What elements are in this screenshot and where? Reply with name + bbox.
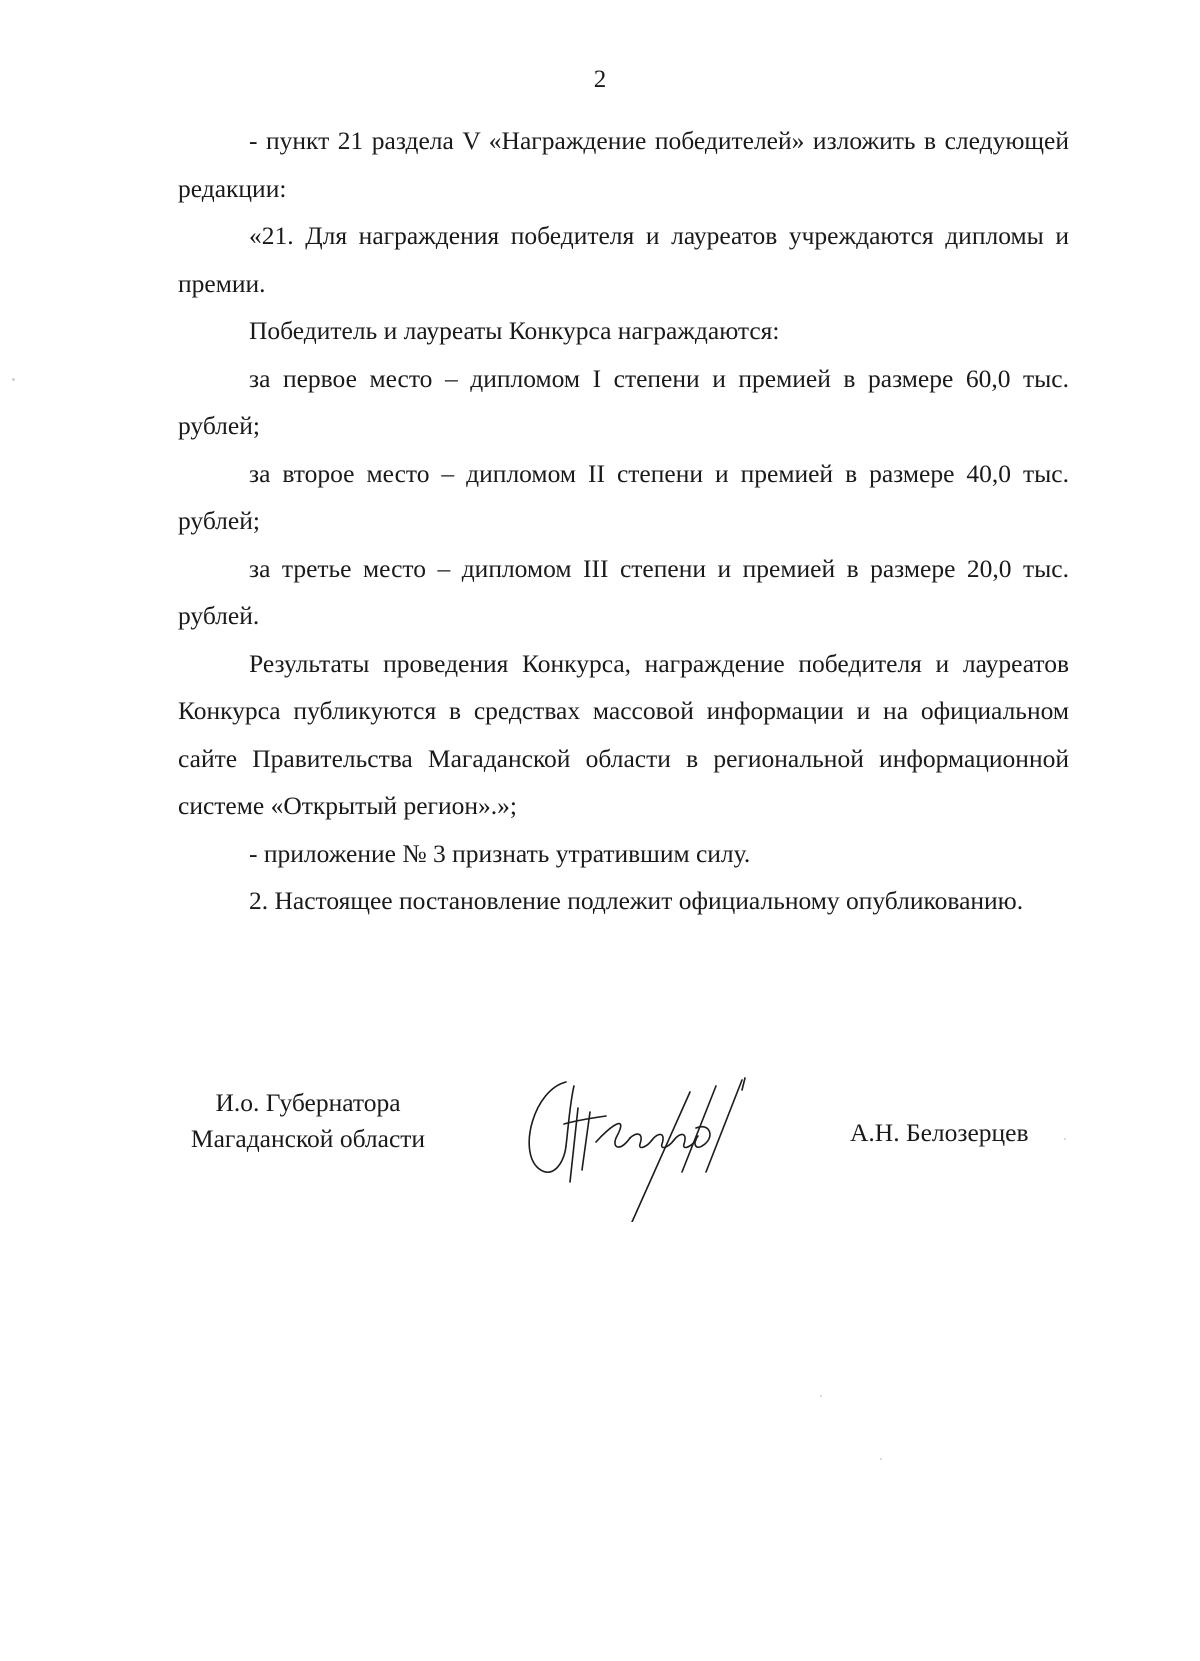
paragraph-second-place: за второе место – дипломом II степени и премией в размере 40,0 тыс. рублей; <box>178 458 1069 535</box>
paragraph-third-place: за третье место – дипломом III степени и премией в размере 20,0 тыс. рублей. <box>178 553 1069 630</box>
signatory-position-line2: Магаданской области <box>190 1124 426 1153</box>
page-number: 2 <box>593 66 607 93</box>
paragraph-first-place: за первое место – дипломом I степени и премией в размере 60,0 тыс. рублей; <box>178 363 1069 440</box>
signatory-position-line1: И.о. Губернатора <box>215 1088 401 1117</box>
paragraph-amendment-intro: - пункт 21 раздела V «Награждение победителей» изложить в следующей редакции: <box>178 126 1069 203</box>
scan-speck <box>1064 1138 1066 1140</box>
signatory-name: А.Н. Белозерцев <box>850 1118 1029 1147</box>
document-body <box>178 117 1069 925</box>
scan-speck <box>12 378 15 381</box>
signatory-position <box>178 1085 438 1157</box>
paragraph-results-publication: Результаты проведения Конкурса, награждение победителя и лауреатов Конкурса публикуются в средствах массовой информации и на официальном сайте Правительства Магаданской области в региональной информационной системе «Открытый регион».»; <box>178 648 1069 820</box>
scan-speck <box>880 1458 882 1460</box>
handwritten-signature-icon <box>520 1072 770 1222</box>
paragraph-appendix-void: - приложение № 3 признать утратившим силу. <box>249 838 751 868</box>
paragraph-clause-21: «21. Для награждения победителя и лауреатов учреждаются дипломы и премии. <box>178 221 1069 298</box>
scan-speck <box>820 1395 822 1397</box>
paragraph-official-publication: 2. Настоящее постановление подлежит официальному опубликованию. <box>249 886 1024 915</box>
paragraph-awardees: Победитель и лауреаты Конкурса награждаются: <box>249 316 780 345</box>
